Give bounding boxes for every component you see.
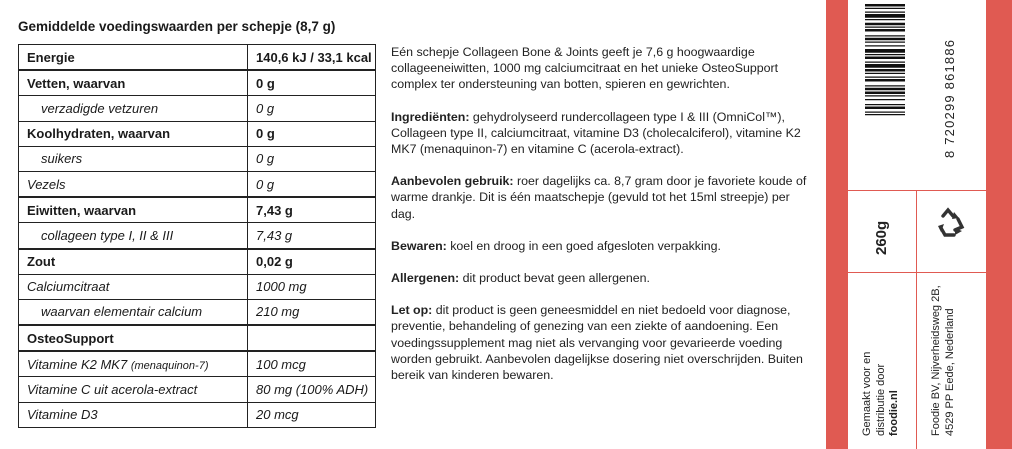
barcode-bar [865,49,905,53]
net-weight: 260g [873,220,890,255]
barcode-bar [865,64,905,68]
table-row: waarvan elementair calcium 210 mg [19,299,376,325]
barcode-bar [865,88,905,91]
barcode-bar [865,8,905,9]
barcode-bar [865,45,905,46]
table-row: Eiwitten, waarvan 7,43 g [19,197,376,223]
barcode-bar [865,42,905,43]
table-row: suikers 0 g [19,146,376,171]
barcode-bar [865,14,905,18]
table-row: collageen type I, II & III 7,43 g [19,223,376,249]
barcode-bar [865,62,905,63]
table-row: verzadigde vetzuren 0 g [19,96,376,121]
storage-paragraph: Bewaren: koel en droog in een goed afgesloten verpakking. [391,238,721,253]
barcode-bar [865,95,905,96]
barcode-bar [865,107,905,110]
barcode-bar [865,114,905,115]
divider [916,190,917,449]
barcode-bar [865,85,905,86]
divider [848,190,986,191]
barcode-bar [865,79,905,82]
table-row: Energie 140,6 kJ / 33,1 kcal [19,45,376,71]
barcode-bar [865,92,905,95]
ingredients-paragraph: Ingrediënten: gehydrolyseerd rundercollageen type I & III (OmniCol™), Collageen type II, calciumcitraat, vitamine D3 (cholecalciferol), vitamine K2 MK7 (menaquinon-7) en vitamine C (acerola-extract). [391,109,801,157]
table-row: Koolhydraten, waarvan 0 g [19,121,376,146]
barcode-bar [865,69,905,72]
table-row: Vezels 0 g [19,171,376,197]
barcode-bar [865,12,905,13]
right-color-band [986,0,1012,449]
barcode-number: 8 720299 861886 [942,38,957,158]
barcode-bar [865,29,905,32]
made-for-block: Gemaakt voor en distributie door foodie.nl [861,351,900,436]
barcode-bar [865,27,905,28]
table-row: Vitamine D3 20 mcg [19,402,376,427]
intro-paragraph: Eén schepje Collageen Bone & Joints geeft je 7,6 g hoogwaardige collageeneiwitten, 1000 mg calciumcitraat en het unieke OsteoSupport complex ter ondersteuning van botten, spieren en gewrichten. [391,45,779,92]
barcode-bar [865,35,905,36]
barcode-bar [865,99,905,100]
barcode-bar [865,73,905,74]
barcode-bar [865,54,905,55]
warning-paragraph: Let op: dit product is geen geneesmiddel en niet bedoeld voor diagnose, preventie, behandeling of genezing van een ziekte of aandoening. Een voedingssupplement mag niet als vervanging voor gevarieerde voeding worden gebruikt. Aanbevolen dagelijkse dosering niet overschrijden. Buiten bereik van kinderen bewaren. [391,303,803,383]
barcode-bar [865,19,905,20]
nutrition-table [18,44,376,428]
barcode-bar [865,77,905,78]
barcode-bar [865,104,905,105]
table-row: OsteoSupport [19,325,376,351]
recycle-icon [933,206,967,240]
product-description [391,44,811,399]
table-row: Vetten, waarvan 0 g [19,70,376,96]
nutrition-title: Gemiddelde voedingswaarden per schepje (8,7 g) [18,19,336,34]
table-row: Zout 0,02 g [19,249,376,275]
barcode-bar [865,23,905,26]
barcode-bar [865,4,905,7]
barcode-bar [865,57,905,60]
brand-name: foodie.nl [888,390,900,436]
barcode-bars [865,4,905,154]
table-row: Calciumcitraat 1000 mg [19,274,376,299]
table-row: Vitamine K2 MK7 (menaquinon-7) 100 mcg [19,351,376,377]
barcode-bar [865,112,905,113]
divider [848,272,986,273]
usage-paragraph: Aanbevolen gebruik: roer dagelijks ca. 8,7 gram door je favoriete koude of warme drankje. Dit is één maatschepje (gevuld tot het 15ml streepje) per dag. [391,174,807,221]
barcode-bar [865,38,905,41]
left-color-band [826,0,848,449]
table-row: Vitamine C uit acerola-extract 80 mg (100% ADH) [19,377,376,402]
allergens-paragraph: Allergenen: dit product bevat geen allergenen. [391,271,650,286]
address-block: Foodie BV, Nijverheidsweg 2B, 4529 PP Eede, Nederland [930,285,956,436]
